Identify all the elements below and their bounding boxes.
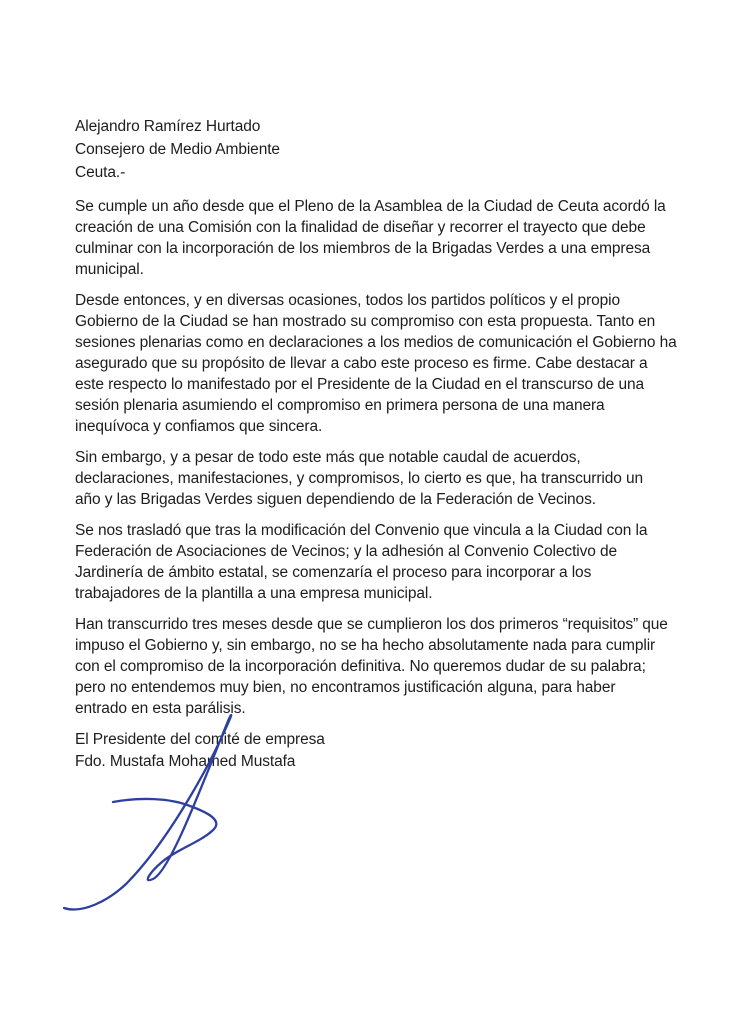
body-line: sesiones plenarias como en declaraciones a los medios de comunicación el Gobierno ha: [75, 334, 677, 351]
body-line: Sin embargo, y a pesar de todo este más que notable caudal de acuerdos,: [75, 449, 581, 466]
recipient-title: Consejero de Medio Ambiente: [75, 141, 280, 158]
body-line: creación de una Comisión con la finalidad de diseñar y recorrer el trayecto que debe: [75, 219, 646, 236]
closing-role: El Presidente del comité de empresa: [75, 731, 325, 748]
paragraph-4: [75, 520, 675, 604]
body-line: entrado en esta parálisis.: [75, 700, 246, 717]
recipient-city: Ceuta.-: [75, 164, 126, 181]
body-line: asegurado que su propósito de llevar a cabo este proceso es firme. Cabe destacar a: [75, 355, 648, 372]
paragraph-3: [75, 447, 675, 510]
body-line: Jardinería de ámbito estatal, se comenzaría el proceso para incorporar a los: [75, 564, 592, 581]
body-line: con el compromiso de la incorporación definitiva. No queremos dudar de su palabra;: [75, 658, 646, 675]
body-line: Se cumple un año desde que el Pleno de la Asamblea de la Ciudad de Ceuta acordó la: [75, 198, 666, 215]
body-line: Gobierno de la Ciudad se han mostrado su compromiso con esta propuesta. Tanto en: [75, 313, 656, 330]
body-line: sesión plenaria asumiendo el compromiso en primera persona de una manera: [75, 397, 605, 414]
body-line: culminar con la incorporación de los miembros de la Brigadas Verdes a una empresa: [75, 240, 651, 257]
paragraph-1: [75, 196, 675, 280]
recipient-block: [75, 115, 675, 184]
body-line: pero no entendemos muy bien, no encontramos justificación alguna, para haber: [75, 679, 616, 696]
body-line: inequívoca y confiamos que sincera.: [75, 418, 323, 435]
body-line: declaraciones, manifestaciones, y compromisos, lo cierto es que, ha transcurrido un: [75, 470, 644, 487]
body-line: este respecto lo manifestado por el Presidente de la Ciudad en el transcurso de una: [75, 376, 645, 393]
paragraph-2: [75, 290, 675, 437]
letter-content: [75, 115, 675, 773]
body-line: año y las Brigadas Verdes siguen dependiendo de la Federación de Vecinos.: [75, 491, 596, 508]
body-line: trabajadores de la plantilla a una empresa municipal.: [75, 585, 433, 602]
closing-block: [75, 729, 675, 773]
body-line: Han transcurrido tres meses desde que se cumplieron los dos primeros “requisitos” que: [75, 616, 668, 633]
body-line: Desde entonces, y en diversas ocasiones, todos los partidos políticos y el propio: [75, 292, 621, 309]
paragraph-5: [75, 614, 675, 719]
body-line: municipal.: [75, 261, 144, 278]
body-line: impuso el Gobierno y, sin embargo, no se ha hecho absolutamente nada para cumplir: [75, 637, 656, 654]
closing-signer-name: Fdo. Mustafa Mohamed Mustafa: [75, 753, 296, 770]
body-line: Se nos trasladó que tras la modificación del Convenio que vincula a la Ciudad con la: [75, 522, 648, 539]
recipient-name: Alejandro Ramírez Hurtado: [75, 118, 261, 135]
body-line: Federación de Asociaciones de Vecinos; y la adhesión al Convenio Colectivo de: [75, 543, 618, 560]
